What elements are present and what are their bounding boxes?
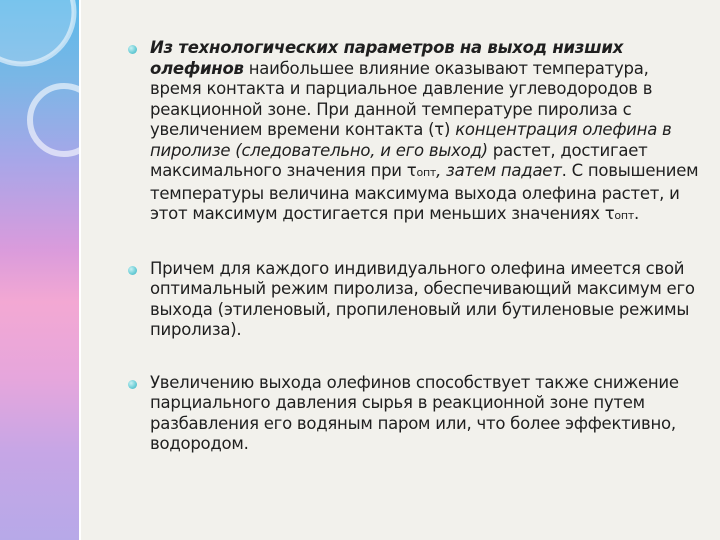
text-run: . bbox=[634, 204, 640, 223]
bullet-marker-icon bbox=[128, 45, 137, 54]
small-ring-shape bbox=[30, 86, 79, 154]
text-run: опт bbox=[416, 166, 437, 179]
sidebar-divider bbox=[79, 0, 81, 540]
text-run: концентрация олефина в пиролизе (следовательно, и его выход) bbox=[150, 120, 672, 160]
decorative-sidebar bbox=[0, 0, 79, 540]
bullet-list bbox=[128, 38, 700, 455]
decorative-circles bbox=[0, 0, 79, 540]
text-run: опт bbox=[614, 209, 635, 222]
text-run: . С повышением температуры величина максимума выхода олефина растет, и этот максимум достигается при меньших значениях τ bbox=[150, 161, 699, 223]
bullet-item-3 bbox=[128, 373, 700, 455]
bullet-item-1 bbox=[128, 38, 700, 227]
large-circle-shape bbox=[0, 0, 74, 64]
text-run: , затем падает bbox=[436, 161, 562, 180]
bullet-item-2 bbox=[128, 259, 700, 341]
text-run: Причем для каждого индивидуального олефина имеется свой оптимальный режим пиролиза, обеспечивающий максимум его выхода (этиленовый, пропиленовый или бутиленовые режимы пиролиза). bbox=[150, 258, 695, 339]
text-run: растет, достигает максимального значения при τ bbox=[150, 140, 648, 180]
bullet-marker-icon bbox=[128, 380, 137, 389]
bullet-marker-icon bbox=[128, 266, 137, 275]
text-run: наибольшее влияние оказывают температура, время контакта и парциальное давление углеводородов в реакционной зоне. При данной температуре пиролиза с увеличением времени контакта (τ) bbox=[150, 58, 653, 139]
text-run: Увеличению выхода олефинов способствует также снижение парциального давления сырья в реакционной зоне путем разбавления его водяным паром или, что более эффективно, водородом. bbox=[150, 372, 679, 453]
text-run: Из технологических параметров на выход низших олефинов bbox=[150, 38, 624, 78]
